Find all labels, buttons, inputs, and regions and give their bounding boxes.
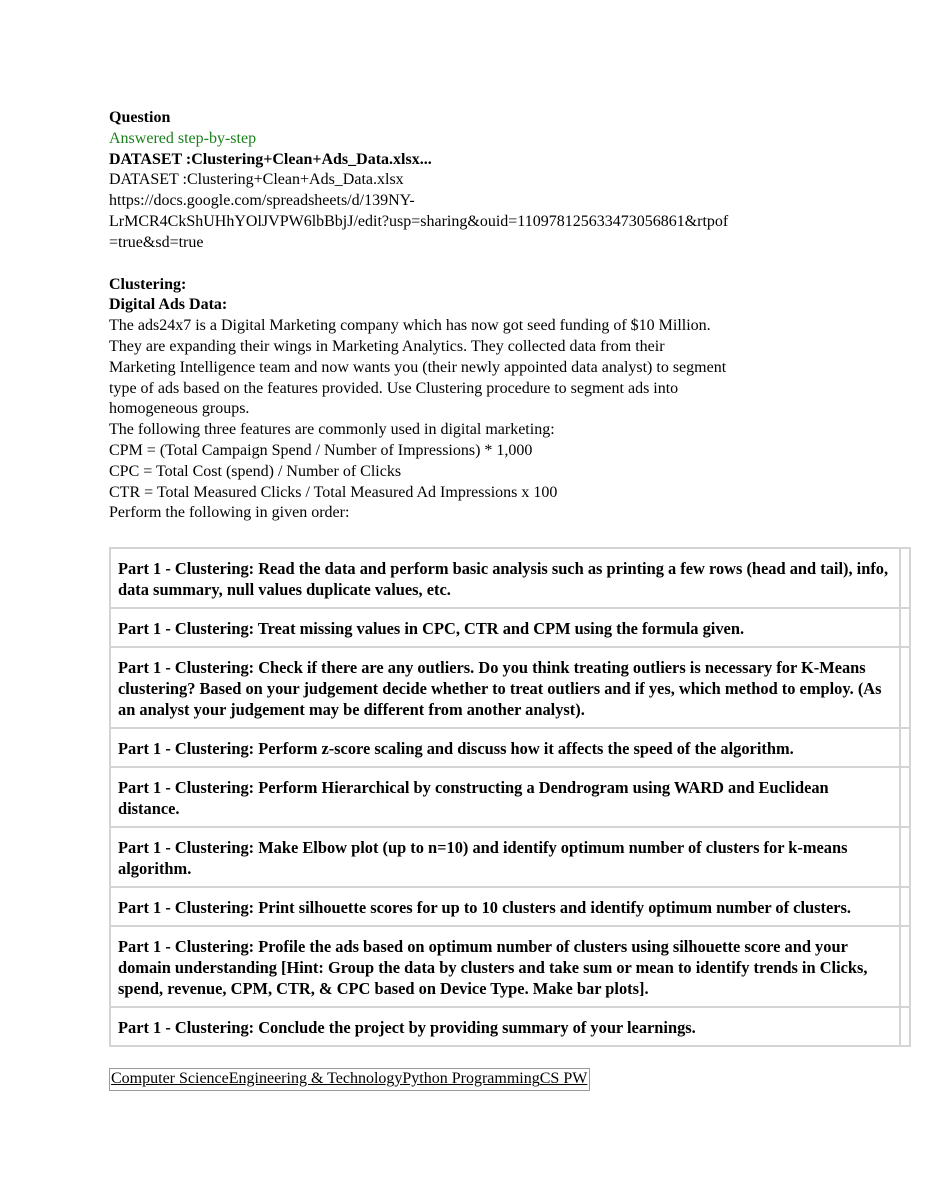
- formula-cpm: CPM = (Total Campaign Spend / Number of Impressions) * 1,000: [109, 441, 533, 459]
- part-cell: Part 1 - Clustering: Make Elbow plot (up to n=10) and identify optimum number of clusters for k-means algorithm.: [110, 827, 900, 887]
- intro-line-10: Perform the following in given order:: [109, 504, 350, 522]
- part-cell: Part 1 - Clustering: Read the data and perform basic analysis such as printing a few rows (head and tail), info, data summary, null values duplicate values, etc.: [110, 548, 900, 608]
- side-cell: [900, 926, 910, 1007]
- table-row: [110, 548, 910, 608]
- side-cell: [900, 1007, 910, 1046]
- side-cell: [900, 647, 910, 728]
- intro-line-6: The following three features are commonly used in digital marketing:: [109, 421, 555, 439]
- dataset-line: DATASET :Clustering+Clean+Ads_Data.xlsx: [109, 171, 404, 189]
- question-title: DATASET :Clustering+Clean+Ads_Data.xlsx...: [109, 150, 432, 168]
- side-cell: [900, 728, 910, 767]
- section-subheading: Digital Ads Data:: [109, 296, 228, 314]
- parts-table: [109, 547, 911, 1047]
- part-cell: Part 1 - Clustering: Print silhouette scores for up to 10 clusters and identify optimum number of clusters.: [110, 887, 900, 926]
- part-cell: Part 1 - Clustering: Conclude the project by providing summary of your learnings.: [110, 1007, 900, 1046]
- part-cell: Part 1 - Clustering: Profile the ads based on optimum number of clusters using silhouette score and your domain understanding [Hint: Group the data by clusters and take sum or mean to identify trends in Clicks, spend, revenue, CPM, CTR, & CPC based on Device Type. Make bar plots].: [110, 926, 900, 1007]
- tag-link-python-programming[interactable]: Python Programming: [402, 1070, 540, 1087]
- tag-link-engineering-technology[interactable]: Engineering & Technology: [228, 1070, 403, 1087]
- side-cell: [900, 608, 910, 647]
- section-heading: Clustering:: [109, 275, 187, 293]
- side-cell: [900, 767, 910, 827]
- table-row: [110, 887, 910, 926]
- tag-link-cs-pw[interactable]: CS PW: [539, 1070, 588, 1087]
- part-cell: Part 1 - Clustering: Perform Hierarchical by constructing a Dendrogram using WARD and Euclidean distance.: [110, 767, 900, 827]
- side-cell: [900, 548, 910, 608]
- tag-link-computer-science[interactable]: Computer Science: [111, 1070, 229, 1087]
- question-label: Question: [109, 109, 171, 126]
- dataset-url-line-3: =true&sd=true: [109, 233, 204, 251]
- answered-status: Answered step-by-step: [109, 129, 257, 147]
- table-row: [110, 767, 910, 827]
- formula-ctr: CTR = Total Measured Clicks / Total Measured Ad Impressions x 100: [109, 483, 558, 501]
- dataset-url-line-1: https://docs.google.com/spreadsheets/d/139NY-: [109, 192, 415, 210]
- intro-line-1: The ads24x7 is a Digital Marketing company which has now got seed funding of $10 Million.: [109, 317, 711, 335]
- intro-line-5: homogeneous groups.: [109, 400, 250, 418]
- side-cell: [900, 827, 910, 887]
- table-row: [110, 1007, 910, 1046]
- tag-list: [109, 1068, 590, 1091]
- formula-cpc: CPC = Total Cost (spend) / Number of Clicks: [109, 462, 402, 480]
- side-cell: [900, 887, 910, 926]
- document-body: [109, 108, 819, 524]
- spacer: [109, 254, 819, 275]
- table-row: [110, 728, 910, 767]
- intro-line-3: Marketing Intelligence team and now wants you (their newly appointed data analyst) to segment: [109, 358, 727, 376]
- intro-line-4: type of ads based on the features provided. Use Clustering procedure to segment ads into: [109, 379, 679, 397]
- part-cell: Part 1 - Clustering: Perform z-score scaling and discuss how it affects the speed of the algorithm.: [110, 728, 900, 767]
- part-cell: Part 1 - Clustering: Treat missing values in CPC, CTR and CPM using the formula given.: [110, 608, 900, 647]
- table-row: [110, 926, 910, 1007]
- table-row: [110, 827, 910, 887]
- table-row: [110, 608, 910, 647]
- table-row: [110, 647, 910, 728]
- part-cell: Part 1 - Clustering: Check if there are any outliers. Do you think treating outliers is necessary for K-Means clustering? Based on your judgement decide whether to treat outliers and if yes, which method to employ. (As an analyst your judgement may be different from another analyst).: [110, 647, 900, 728]
- intro-line-2: They are expanding their wings in Marketing Analytics. They collected data from their: [109, 337, 665, 355]
- dataset-url-line-2: LrMCR4CkShUHhYOlJVPW6lbBbjJ/edit?usp=sharing&ouid=110978125633473056861&rtpof: [109, 212, 729, 230]
